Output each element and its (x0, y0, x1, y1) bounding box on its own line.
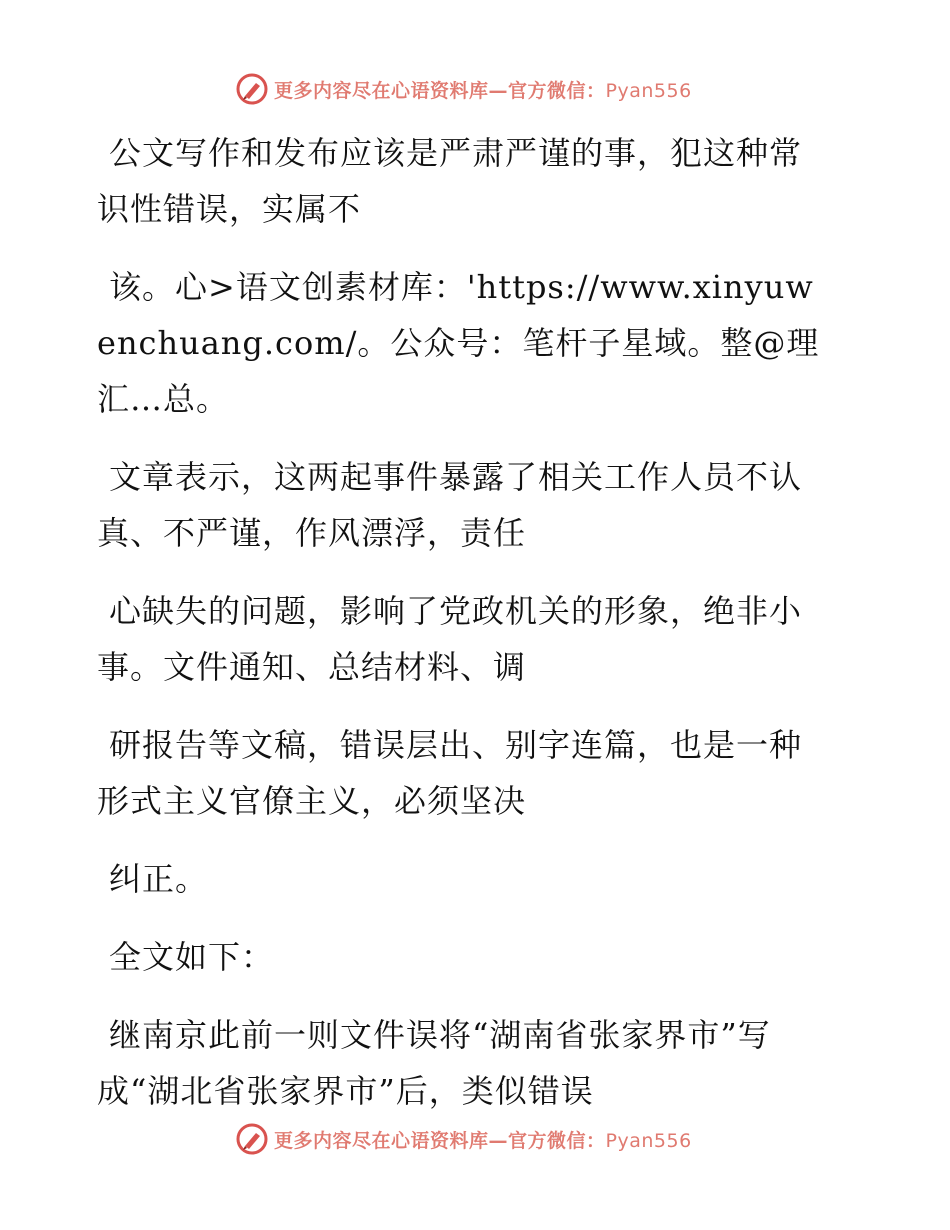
paragraph-3 (97, 449, 832, 561)
header-wechat-id: Pyan556 (605, 79, 692, 102)
footer-main-text: 更多内容尽在心语资料库 (274, 1129, 489, 1152)
header-wechat-label: 官方微信： (508, 79, 606, 102)
paragraph-2 (97, 259, 832, 427)
pen-logo-icon (236, 1123, 268, 1155)
paragraph-8 (97, 1007, 832, 1119)
footer-wechat-id: Pyan556 (605, 1129, 692, 1152)
paragraph-5 (97, 717, 832, 829)
header-text (274, 76, 692, 103)
paragraph-7-text: 全文如下： (109, 938, 275, 976)
paragraph-4 (97, 583, 832, 695)
paragraph-3-text: 文章表示，这两起事件暴露了相关工作人员不认真、不严谨，作风漂浮，责任 (97, 458, 803, 552)
paragraph-5-text: 研报告等文稿，错误层出、别字连篇，也是一种形式主义官僚主义，必须坚决 (97, 726, 803, 820)
footer-dash: — (488, 1129, 509, 1152)
header-banner (236, 72, 756, 106)
header-dash: — (488, 79, 509, 102)
paragraph-1 (97, 125, 832, 237)
header-main-text: 更多内容尽在心语资料库 (274, 79, 489, 102)
paragraph-2-text: 该。心>语文创素材库：'https://www.xinyuwenchuang.com/。公众号：笔杆子星域。整@理汇…总。 (97, 268, 820, 418)
paragraph-8-text: 继南京此前一则文件误将“湖南省张家界市”写成“湖北省张家界市”后，类似错误 (97, 1016, 771, 1110)
footer-text (274, 1126, 692, 1153)
footer-wechat-label: 官方微信： (508, 1129, 606, 1152)
paragraph-6-text: 纠正。 (109, 860, 209, 898)
paragraph-1-text: 公文写作和发布应该是严肃严谨的事，犯这种常识性错误，实属不 (97, 134, 803, 228)
pen-logo-icon (236, 73, 268, 105)
footer-banner (236, 1122, 756, 1156)
paragraph-7 (97, 929, 832, 985)
document-body (97, 125, 832, 1141)
paragraph-4-text: 心缺失的问题，影响了党政机关的形象，绝非小事。文件通知、总结材料、调 (97, 592, 803, 686)
paragraph-6 (97, 851, 832, 907)
